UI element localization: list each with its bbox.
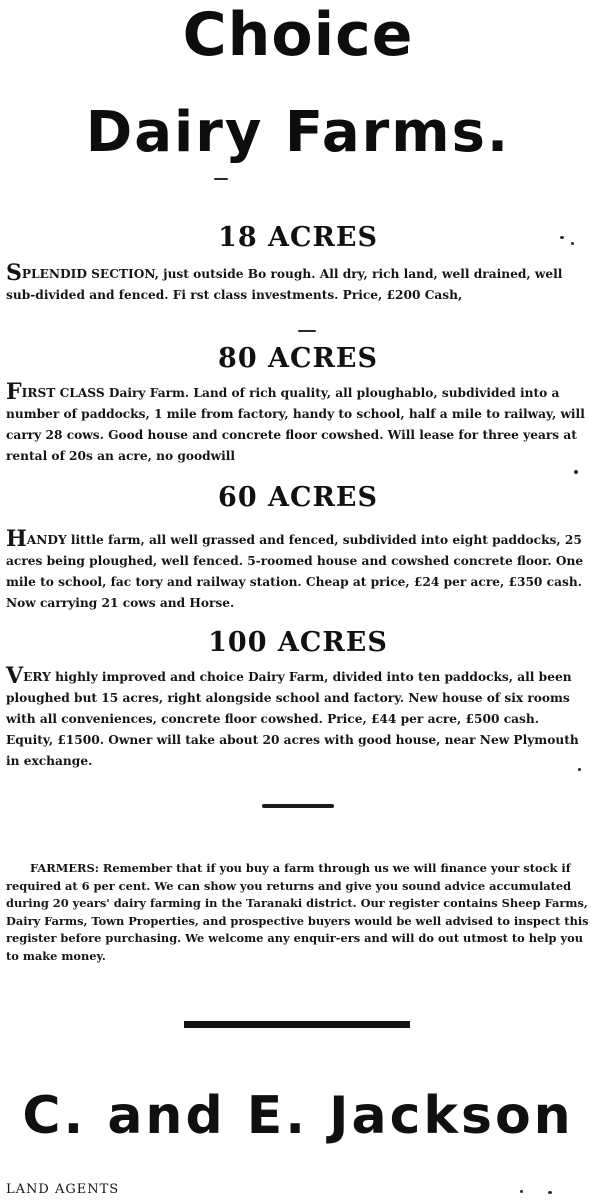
listing-body: PLENDID SECTION, just outside Bo rough. All dry, rich land, well drained, well sub-divided and fenced. Fi rst class investments. Price, £200 Cash, <box>6 267 563 302</box>
listing-heading-60-acres: 60 ACRES <box>218 482 378 513</box>
listing-body: IRST CLASS Dairy Farm. Land of rich quality, all ploughablo, subdivided into a number of paddocks, 1 mile from factory, handy to school, half a mile to railway, will carry 28 cows. Good house and concrete floor cowshed. Will lease for three years at rental of 20s an acre, no goodwill <box>6 386 585 463</box>
listing-initial: S <box>6 260 22 286</box>
print-speck <box>574 470 578 474</box>
farmers-notice: FARMERS: Remember that if you buy a farm through us we will finance your stock if required at 6 per cent. We can show you returns and give you sound advice accumulated during 20 years' dairy farming in the Taranaki district. Our register contains Sheep Farms, Dairy Farms, Town Properties, and prospective buyers would be well advised to inspect this register before purchasing. We welcome any enquir-ers and will do out utmost to help you to make money. <box>6 861 589 963</box>
headline-choice: Choice <box>182 0 414 70</box>
print-speck <box>520 1190 523 1193</box>
listing-body: ERY highly improved and choice Dairy Farm, divided into ten paddocks, all been ploughed but 15 acres, right alongside school and factory. New house of six rooms with all conveniences, concrete floor cowshed. Price, £44 per acre, £500 cash. Equity, £1500. Owner will take about 20 acres with good house, near New Plymouth in exchange. <box>6 670 579 768</box>
listing-heading-100-acres: 100 ACRES <box>208 627 388 658</box>
listing-heading-80-acres: 80 ACRES <box>218 343 378 374</box>
listing-heading-18-acres: 18 ACRES <box>218 222 378 253</box>
listing-initial: V <box>6 663 24 689</box>
divider-short <box>262 804 334 808</box>
headline-dairy-farms: Dairy Farms. <box>85 100 511 165</box>
listing-text-18-acres <box>6 262 590 306</box>
land-agents-label: LAND AGENTS <box>6 1182 120 1197</box>
listing-initial: H <box>6 526 27 552</box>
print-speck <box>214 178 228 180</box>
print-speck <box>298 330 316 332</box>
print-speck <box>578 768 581 771</box>
listing-text-60-acres <box>6 528 590 614</box>
listing-body: ANDY little farm, all well grassed and fenced, subdivided into eight paddocks, 25 acres being ploughed, well fenced. 5-roomed house and cowshed concrete floor. One mile to school, fac tory and railway station. Cheap at price, £24 per acre, £350 cash. Now carrying 21 cows and Horse. <box>6 533 584 610</box>
print-speck <box>571 242 574 245</box>
print-speck <box>548 1191 552 1194</box>
listing-initial: F <box>6 379 22 405</box>
listing-text-100-acres <box>6 665 590 772</box>
firm-name: C. and E. Jackson <box>22 1086 574 1146</box>
listing-text-80-acres <box>6 381 590 467</box>
print-speck <box>560 236 564 239</box>
divider-thick <box>184 1021 410 1028</box>
